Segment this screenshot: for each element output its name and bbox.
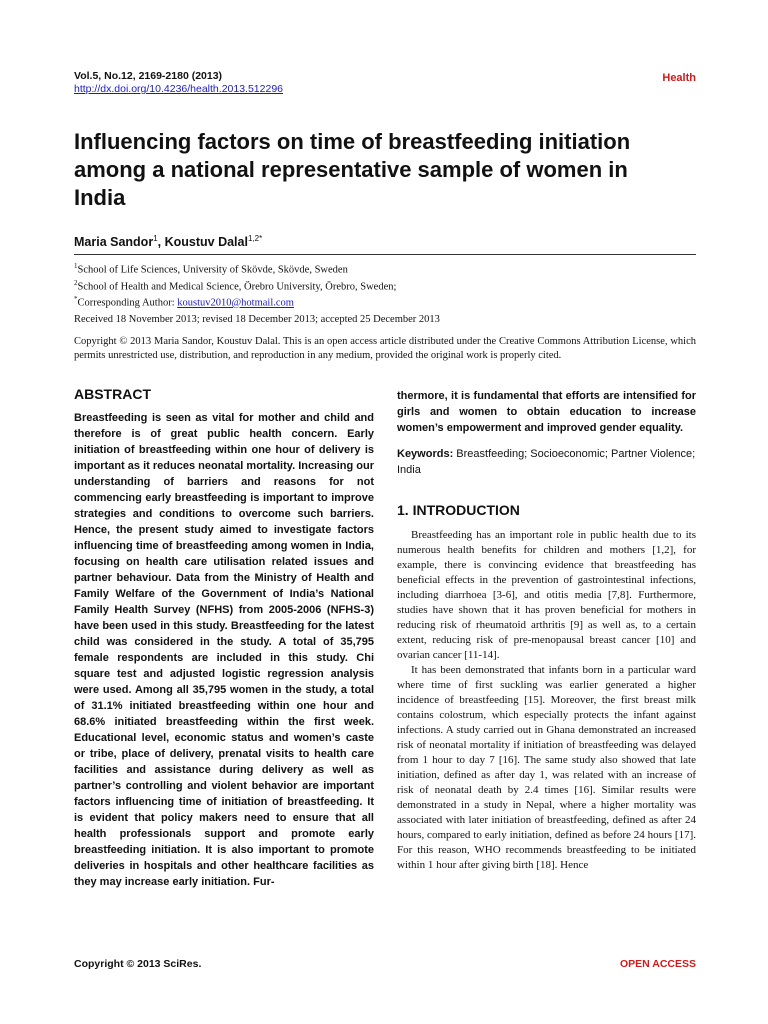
affiliation-line — [74, 260, 396, 277]
affiliations — [74, 260, 396, 310]
introduction-heading: 1. INTRODUCTION — [397, 502, 520, 518]
introduction-paragraph: Breastfeeding has an important role in public health due to its numerous health benefits for children and mothers [1,2], for example, there is convincing evidence that breastfeeding has beneficial effects in the prevention of gastrointestinal infections, including diarrhoea [3-6], and otitis media [7,8]. Furthermore, studies have shown that it has proven beneficial for mothers in reducing risk of rheumatoid arthritis [9] as well as, to a certain extent, reducing risk of pre-menopausal breast cancer [10] and ovarian cancer [11-14]. — [397, 529, 696, 661]
keywords-values: Breastfeeding; Socioeconomic; Partner Violence; India — [397, 448, 696, 476]
author-name: Koustuv Dalal — [164, 235, 248, 250]
affiliation-text: School of Health and Medical Science, Örebro University, Örebro, Sweden; — [77, 281, 397, 292]
received-dates: Received 18 November 2013; revised 18 December 2013; accepted 25 December 2013 — [74, 314, 440, 325]
keywords — [397, 446, 696, 478]
affiliation-text: Corresponding Author: — [77, 297, 178, 309]
divider — [74, 254, 696, 255]
journal-name: Health — [662, 72, 696, 84]
abstract-text: Breastfeeding is seen as vital for mother and child and therefore is of great public health concern. Early initiation of breastfeeding within one hour of delivery is important as it reduces neonatal mortality. Increasing our understanding of barriers and reasons for not commencing early breastfeeding is important to improve strategies and conditions to overcome such barriers. Hence, the present study aimed to investigate factors influencing time of breastfeeding among women in India, focusing on health care utilisation related issues and partner behaviour. Data from the Ministry of Health and Family Welfare of the Government of India’s National Family Health Survey (NFHS) from 2005-2006 (NFHS-3) have been used in this study. Breastfeeding for the latest child was considered in the study. A total of 35,795 female respondents are included in this study. Chi square test and adjusted logistic regression analysis were used. Among all 35,795 women in the study, a total of 31.1% initiated breastfeeding within one hour and 68.6% initiated breastfeeding within the first week. Educational level, economic status and women’s caste or tribe, place of delivery, prenatal visits to health care facilities and assistance during delivery as well as partner’s controlling and violent behavior are important factors influencing time of initiation of breastfeeding. It is evident that policy makers need to ensure that all health professionals support and promote early breastfeeding initiation. It is also important to promote deliveries in hospitals and other healthcare facilities as they may increase early initiation. Fur- — [74, 412, 374, 888]
email-link[interactable]: koustuv2010@hotmail.com — [177, 297, 294, 309]
introduction-paragraph: It has been demonstrated that infants born in a particular ward where time of first suckling was earlier generated a higher incidence of breastfeeding [15]. Moreover, the first breast milk contains colostrum, which especially protects the infant against infections. A study carried out in Ghana demonstrated an increased risk of neonatal mortality if initiation of breastfeeding was delayed from 1 hour to day 7 [16]. The same study also showed that late initiation, defined as after day 1, was related with an increase of risk of neonatal death by 2.4 times [16]. Similar results were demonstrated in a study in Nepal, where a higher mortality was associated with later initiation of breastfeeding, defined as after 24 hours, compared to early initiation, defined as before 24 hours [17]. For this reason, WHO recommends breastfeeding to be initiated within 1 hour after giving birth [18]. Hence — [397, 664, 696, 871]
affiliation-line — [74, 293, 396, 310]
author-separator: , — [157, 235, 165, 250]
author-affiliation-mark: 1 — [153, 234, 158, 243]
affiliation-mark: 2 — [74, 278, 78, 287]
journal-volume: Vol.5, No.12, 2169-2180 (2013) — [74, 70, 223, 82]
open-access-label: OPEN ACCESS — [619, 958, 696, 970]
author-list — [74, 234, 262, 249]
author-affiliation-mark: 1,2* — [247, 234, 263, 243]
keywords-label: Keywords: — [397, 448, 454, 460]
doi-link[interactable]: http://dx.doi.org/10.4236/health.2013.512296 — [74, 83, 284, 95]
footer-copyright: Copyright © 2013 SciRes. — [74, 958, 202, 970]
right-column — [397, 386, 696, 873]
author-name: Maria Sandor — [74, 235, 154, 250]
affiliation-mark: 1 — [74, 262, 78, 270]
paper-title: Influencing factors on time of breastfeeding initiation among a national representative sample of women in India — [74, 129, 631, 210]
copyright-notice: Copyright © 2013 Maria Sandor, Koustuv Dalal. This is an open access article distributed under the Creative Commons Attribution License, which permits unrestricted use, distribution, and reproduction in any medium, provided the original work is properly cited. — [74, 336, 696, 361]
affiliation-line — [74, 277, 396, 294]
affiliation-mark: * — [74, 295, 78, 303]
abstract-continuation: thermore, it is fundamental that efforts are intensified for girls and women to obtain education to increase women’s empowerment and improved gender equality. — [397, 390, 696, 434]
affiliation-text: School of Life Sciences, University of Skövde, Skövde, Sweden — [77, 264, 348, 276]
abstract-heading: ABSTRACT — [74, 386, 151, 402]
left-column — [74, 386, 374, 890]
